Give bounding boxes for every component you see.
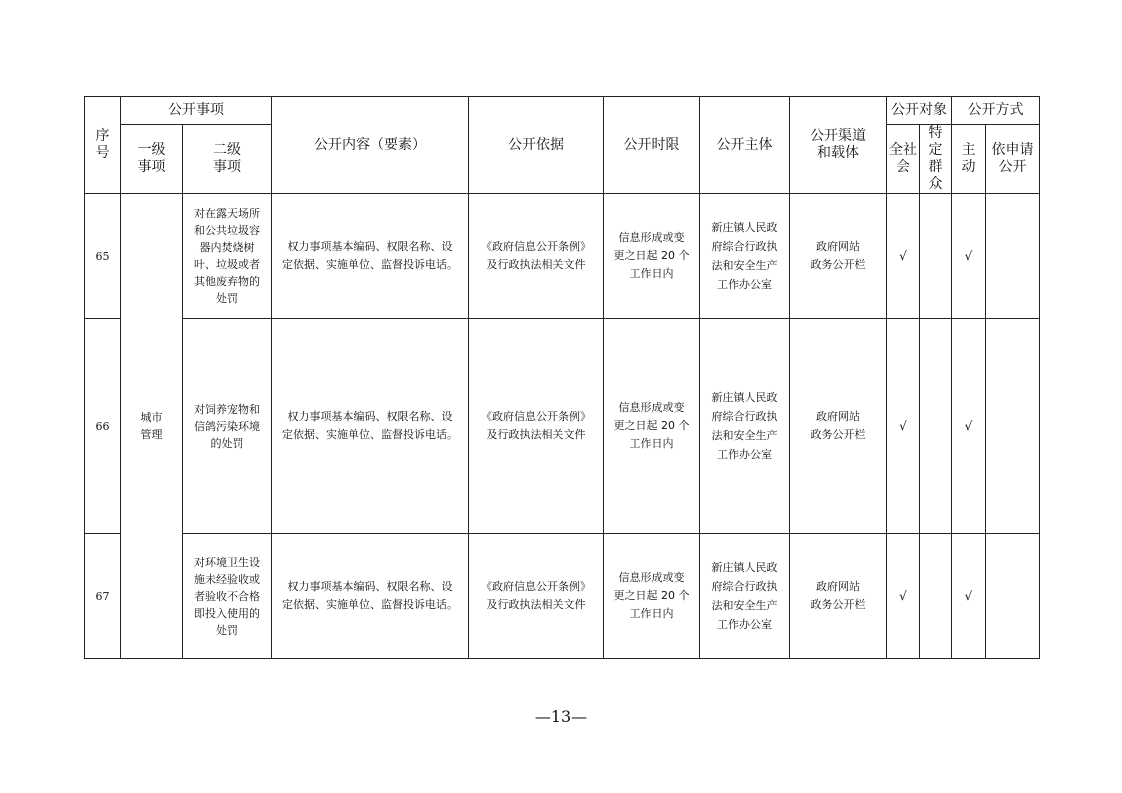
disclosure-basis: 《政府信息公开条例》 及行政执法相关文件: [469, 534, 604, 659]
method-request-check: [986, 319, 1040, 534]
time-limit: 信息形成或变 更之日起 20 个 工作日内: [604, 534, 700, 659]
method-active-check: √: [952, 319, 986, 534]
disclosure-basis: 《政府信息公开条例》 及行政执法相关文件: [469, 319, 604, 534]
method-active-check: √: [952, 534, 986, 659]
method-active-check: √: [952, 194, 986, 319]
header-public-items: 公开事项: [121, 97, 272, 125]
disclosure-channel: 政府网站 政务公开栏: [790, 534, 887, 659]
disclosure-subject: 新庄镇人民政 府综合行政执 法和安全生产 工作办公室: [700, 194, 790, 319]
disclosure-table: [84, 96, 1040, 659]
level1-category: 城市 管理: [121, 194, 183, 659]
table-row: [85, 319, 1040, 534]
target-all-check: √: [887, 194, 920, 319]
row-number: 66: [85, 319, 121, 534]
page-number: —13—: [534, 707, 588, 726]
disclosure-basis: 《政府信息公开条例》 及行政执法相关文件: [469, 194, 604, 319]
time-limit: 信息形成或变 更之日起 20 个 工作日内: [604, 194, 700, 319]
header-row-1: [85, 97, 1040, 125]
target-specific-check: [920, 194, 952, 319]
header-target-all: 全社 会: [887, 125, 920, 194]
header-subject: 公开主体: [700, 97, 790, 194]
header-channel: 公开渠道 和载体: [790, 97, 887, 194]
header-seq: 序 号: [85, 97, 121, 194]
disclosure-channel: 政府网站 政务公开栏: [790, 319, 887, 534]
header-target: 公开对象: [887, 97, 952, 125]
level2-item: 对环境卫生设 施未经验收或 者验收不合格 即投入使用的 处罚: [183, 534, 272, 659]
disclosure-content: 权力事项基本编码、权限名称、设 定依据、实施单位、监督投诉电话。: [272, 534, 469, 659]
header-target-specific: 特定 群众: [920, 125, 952, 194]
method-request-check: [986, 194, 1040, 319]
header-content: 公开内容（要素）: [272, 97, 469, 194]
method-request-check: [986, 534, 1040, 659]
target-specific-check: [920, 534, 952, 659]
target-all-check: √: [887, 534, 920, 659]
header-method: 公开方式: [952, 97, 1040, 125]
target-all-check: √: [887, 319, 920, 534]
disclosure-content: 权力事项基本编码、权限名称、设 定依据、实施单位、监督投诉电话。: [272, 319, 469, 534]
level2-item: 对饲养宠物和 信鸽污染环境 的处罚: [183, 319, 272, 534]
target-specific-check: [920, 319, 952, 534]
header-level1: 一级 事项: [121, 125, 183, 194]
header-level2: 二级 事项: [183, 125, 272, 194]
row-number: 67: [85, 534, 121, 659]
disclosure-channel: 政府网站 政务公开栏: [790, 194, 887, 319]
row-number: 65: [85, 194, 121, 319]
disclosure-content: 权力事项基本编码、权限名称、设 定依据、实施单位、监督投诉电话。: [272, 194, 469, 319]
header-method-active: 主 动: [952, 125, 986, 194]
time-limit: 信息形成或变 更之日起 20 个 工作日内: [604, 319, 700, 534]
header-time-limit: 公开时限: [604, 97, 700, 194]
level2-item: 对在露天场所 和公共垃圾容 器内焚烧树 叶、垃圾或者 其他废弃物的 处罚: [183, 194, 272, 319]
table-row: [85, 194, 1040, 319]
disclosure-subject: 新庄镇人民政 府综合行政执 法和安全生产 工作办公室: [700, 534, 790, 659]
header-method-request: 依申请 公开: [986, 125, 1040, 194]
header-basis: 公开依据: [469, 97, 604, 194]
table-row: [85, 534, 1040, 659]
disclosure-subject: 新庄镇人民政 府综合行政执 法和安全生产 工作办公室: [700, 319, 790, 534]
